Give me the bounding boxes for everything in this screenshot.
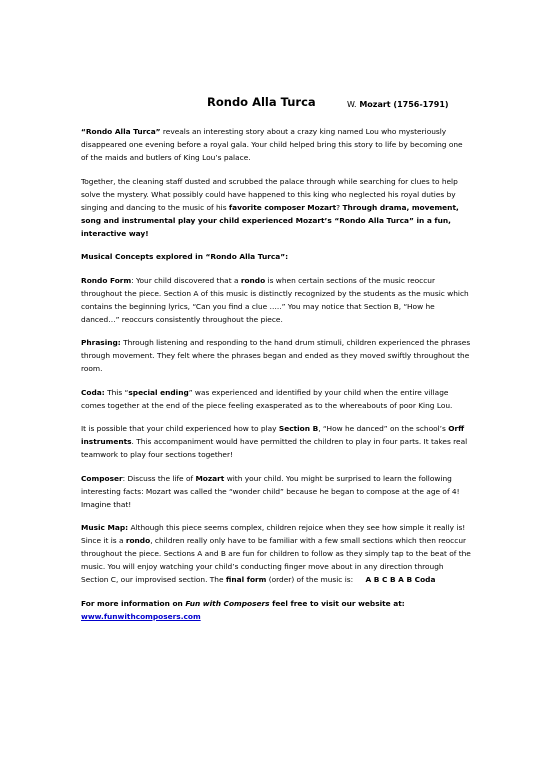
intro-quoted-title: “Rondo Alla Turca” bbox=[81, 127, 161, 136]
composer-credit bbox=[347, 98, 449, 111]
phrasing-text: Through listening and responding to the hand drum stimuli, children experienced the phrases through movement. They felt where the phrases began and ended as they moved swiftly throughout the room. bbox=[81, 338, 471, 373]
story-text-2: ? bbox=[336, 202, 343, 212]
rondo-paragraph bbox=[81, 274, 471, 326]
music-map-paragraph bbox=[81, 521, 471, 586]
story-paragraph bbox=[81, 175, 471, 240]
concepts-heading bbox=[81, 250, 471, 263]
document-body bbox=[81, 125, 471, 633]
music-map-label: Music Map: bbox=[81, 523, 129, 532]
footer-text-2: feel free to visit our website at: bbox=[269, 598, 405, 608]
phrasing-label: Phrasing: bbox=[81, 338, 121, 347]
coda-term: special ending bbox=[128, 387, 189, 397]
footer-text-1: For more information on bbox=[81, 598, 186, 608]
footer-paragraph bbox=[81, 597, 471, 623]
story-bold-text: Through drama, movement, song and instrumental play your child experienced Mozart’s “Rondo Alla Turca” in a fun, interactive way! bbox=[81, 202, 459, 238]
coda-text-2: ” was experienced and identified by your child when the entire village comes together at the end of the piece feeling exasperated as to the whereabouts of poor King Lou. bbox=[81, 387, 453, 410]
composer-text-2: with your child. You might be surprised to learn the following interesting facts: Mozart was called the “wonder child” because he began to compose at the age of 4! Imagine that! bbox=[81, 473, 460, 509]
composer-mozart: Mozart bbox=[195, 473, 225, 483]
music-map-text-2: , children really only have to be familiar with a few small sections which then reoccur throughout the piece. Sections A and B are fun for children to follow as they simply tap to the beat of the music. You will enjoy watching your child’s conducting finger move about in any direction through Section C, our improvised section. The bbox=[81, 536, 471, 584]
page-title: Rondo Alla Turca bbox=[207, 95, 316, 109]
music-map-final-form: final form bbox=[225, 575, 267, 584]
orff-section: Section B bbox=[278, 424, 319, 433]
footer-italic: Fun with Composers bbox=[185, 598, 270, 608]
story-mozart: Mozart bbox=[307, 202, 337, 212]
rondo-text-2: is when certain sections of the music reoccur throughout the piece. Section A of this music is distinctly recognized by the students as the music which contains the beginning lyrics, “Can you find a clue …..” You may notice that Section B, “How he danced…” reoccurs consistently throughout the piece. bbox=[81, 275, 469, 324]
music-map-text-1: Although this piece seems complex, children rejoice when they see how simple it really is! Since it is a bbox=[81, 523, 466, 545]
website-link[interactable]: www.funwithcomposers.com bbox=[81, 611, 201, 621]
story-favorite-composer: favorite composer bbox=[228, 202, 305, 212]
intro-text: reveals an interesting story about a crazy king named Lou who mysteriously disappeared one evening before a royal gala. Your child helped bring this story to life by becoming one of the maids and butlers of King Lou’s palace. bbox=[81, 127, 463, 162]
intro-paragraph bbox=[81, 125, 471, 164]
rondo-label: Rondo Form bbox=[81, 275, 132, 285]
orff-text-2: , “How he danced” on the school’s bbox=[318, 424, 449, 433]
coda-paragraph bbox=[81, 386, 471, 412]
music-map-form: A B C B A B Coda bbox=[365, 575, 436, 584]
orff-text-3: . This accompaniment would have permitted the children to play in four parts. It takes real teamwork to play four sections together! bbox=[81, 437, 468, 459]
orff-paragraph bbox=[81, 422, 471, 461]
composer-name: Mozart (1756-1791) bbox=[359, 100, 449, 109]
orff-instruments: Orff instruments bbox=[81, 424, 465, 446]
phrasing-paragraph bbox=[81, 336, 471, 375]
composer-label: Composer bbox=[81, 473, 123, 483]
rondo-text-1: : Your child discovered that a bbox=[131, 275, 241, 285]
coda-text-1: This “ bbox=[104, 387, 129, 397]
orff-text-1: It is possible that your child experienced how to play bbox=[81, 424, 279, 433]
story-text-1: Together, the cleaning staff dusted and scrubbed the palace through while searching for clues to help solve the mystery. What possibly could have happened to this king who neglected his royal duties by singing and dancing to the music of his bbox=[81, 176, 458, 212]
title-row bbox=[0, 96, 550, 112]
composer-text-1: : Discuss the life of bbox=[122, 473, 196, 483]
coda-label: Coda: bbox=[81, 387, 105, 397]
composer-initial: W. bbox=[347, 100, 357, 109]
composer-paragraph bbox=[81, 472, 471, 511]
music-map-rondo: rondo bbox=[125, 536, 151, 545]
concepts-heading-text: Musical Concepts explored in “Rondo Alla Turca”: bbox=[81, 252, 289, 261]
music-map-text-3: (order) of the music is: bbox=[266, 575, 356, 584]
rondo-term: rondo bbox=[240, 275, 266, 285]
